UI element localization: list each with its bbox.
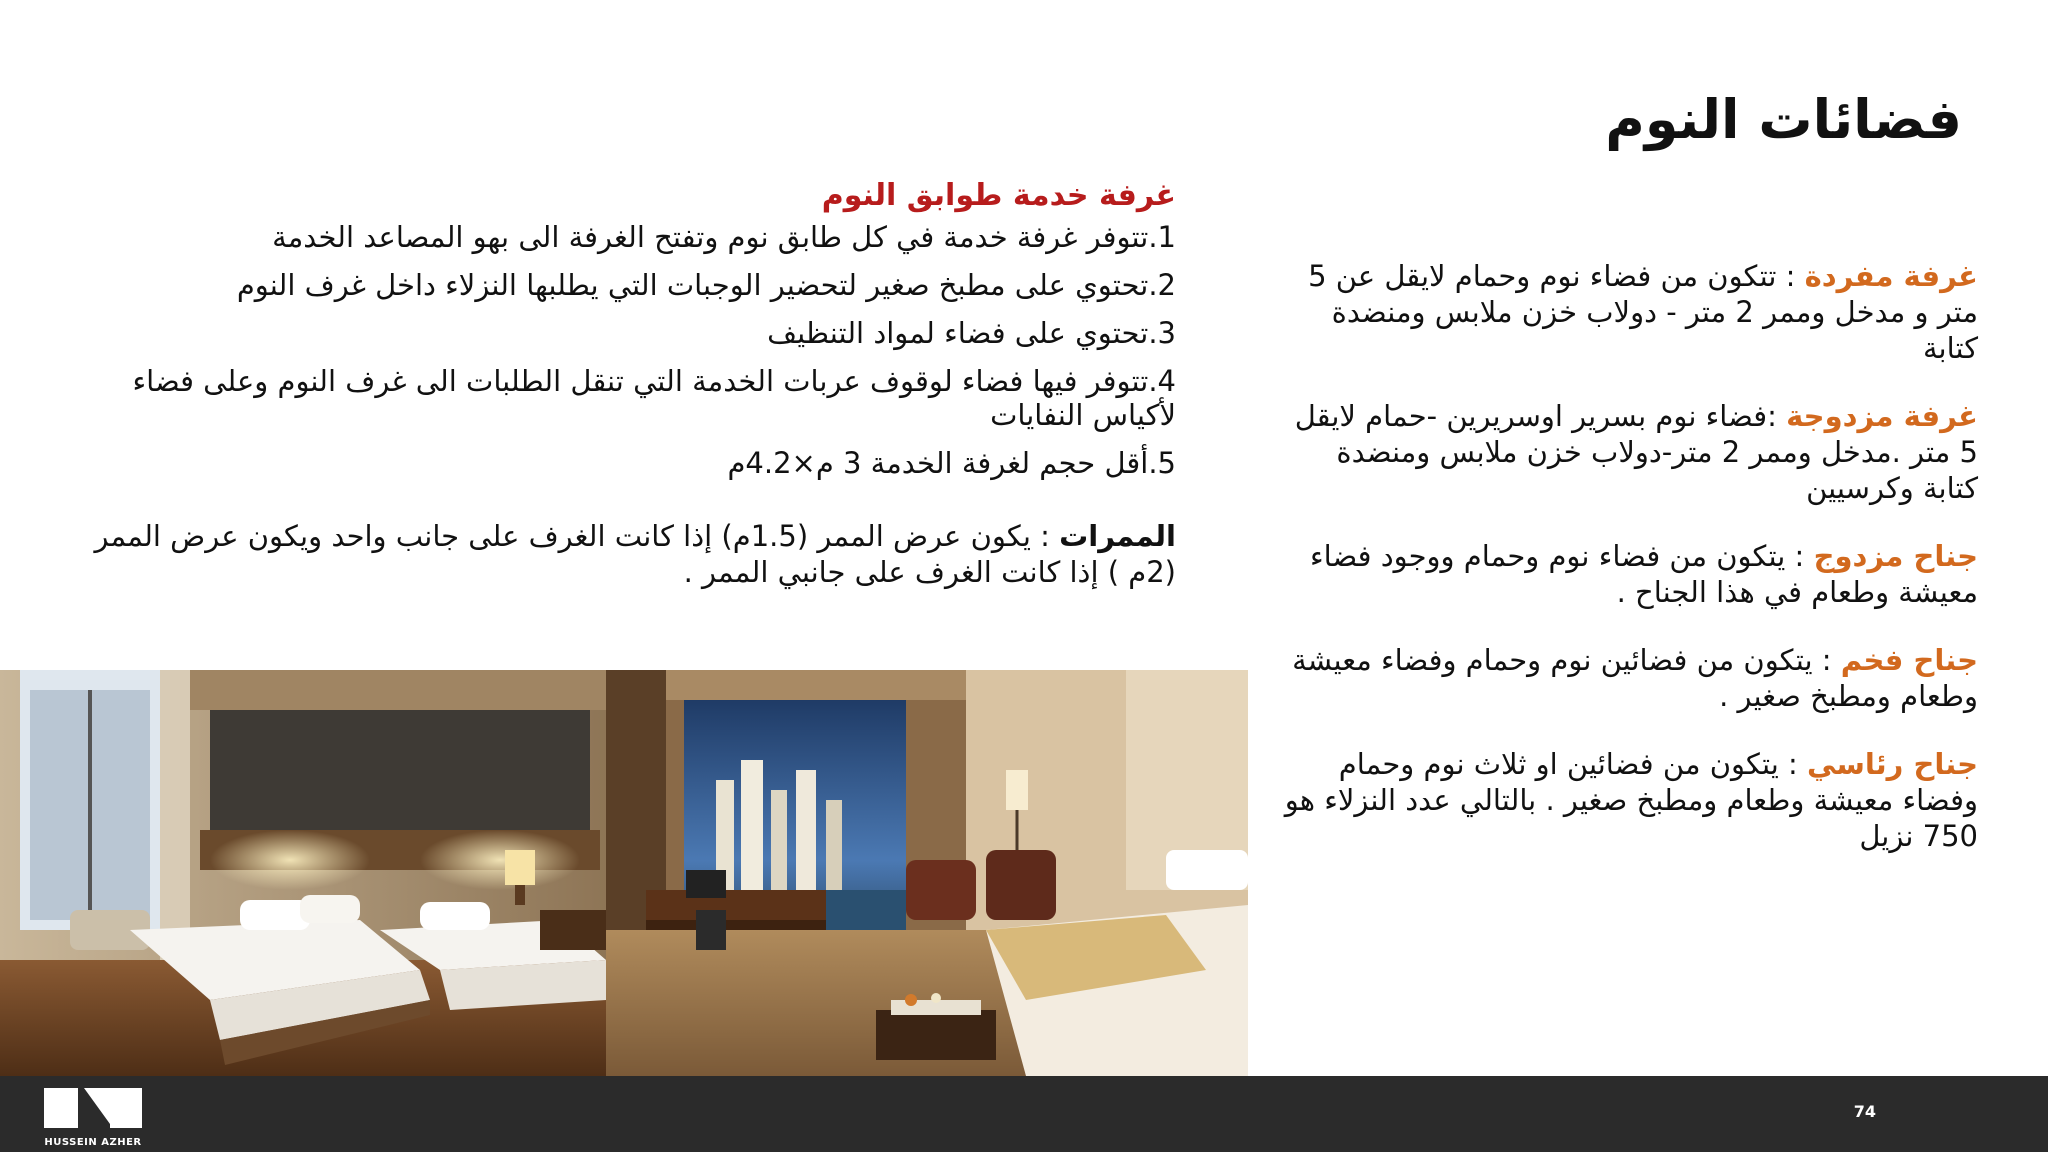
- slide-title: فضائات النوم: [1605, 88, 1962, 151]
- room-type-text: : يتكون من فضائين او ثلاث نوم وحمام وفضاء معيشة وطعام ومطبخ صغير . بالتالي عدد النزلاء هو 750 نزيل: [1284, 747, 1978, 853]
- hotel-room-photos: [0, 670, 1248, 1076]
- room-type-label: جناح مزدوج: [1813, 539, 1978, 573]
- room-type-double-suite: [1278, 538, 1978, 610]
- room-type-double: [1278, 398, 1978, 506]
- room-type-single: [1278, 258, 1978, 366]
- room-type-label: جناح فخم: [1840, 643, 1978, 677]
- brand-logo: [38, 1084, 148, 1148]
- service-room-section: [76, 176, 1176, 590]
- room-type-luxury-suite: [1278, 642, 1978, 714]
- room-type-text: : تتكون من فضاء نوم وحمام لايقل عن 5 متر و مدخل وممر 2 متر - دولاب خزن ملابس ومنضدة كتابة: [1308, 259, 1978, 365]
- corridors-paragraph: [76, 518, 1176, 590]
- twin-bedroom-photo: [0, 670, 606, 1076]
- service-room-item-5: 5.أقل حجم لغرفة الخدمة 3 م×4.2م: [727, 446, 1176, 480]
- page-number: 74: [1853, 1102, 1876, 1121]
- corridors-label: الممرات: [1059, 519, 1176, 553]
- room-type-text: : يتكون من فضاء نوم وحمام ووجود فضاء معيشة وطعام في هذا الجناح .: [1310, 539, 1978, 609]
- room-type-label: غرفة مزدوجة: [1786, 399, 1978, 433]
- service-room-item-1: 1.تتوفر غرفة خدمة في كل طابق نوم وتفتح الغرفة الى بهو المصاعد الخدمة: [272, 220, 1176, 254]
- service-room-item-3: 3.تحتوي على فضاء لمواد التنظيف: [767, 316, 1176, 350]
- room-type-text: : يتكون من فضائين نوم وحمام وفضاء معيشة وطعام ومطبخ صغير .: [1292, 643, 1978, 713]
- corridors-text: : يكون عرض الممر (1.5م) إذا كانت الغرف على جانب واحد ويكون عرض الممر (2م ) إذا كانت الغرف على جانبي الممر .: [94, 519, 1176, 589]
- room-type-label: غرفة مفردة: [1804, 259, 1978, 293]
- city-view-suite-photo: [606, 670, 1248, 1076]
- brand-logo-icon: [38, 1084, 148, 1132]
- brand-name: HUSSEIN AZHER: [44, 1137, 142, 1148]
- room-type-text: :فضاء نوم بسرير اوسريرين -حمام لايقل 5 متر .مدخل وممر 2 متر-دولاب خزن ملابس ومنضدة كتابة وكرسيين: [1294, 399, 1978, 505]
- service-room-item-2: 2.تحتوي على مطبخ صغير لتحضير الوجبات التي يطلبها النزلاء داخل غرف النوم: [236, 268, 1176, 302]
- service-room-heading: غرفة خدمة طوابق النوم: [821, 178, 1176, 213]
- room-types-list: [1278, 258, 1978, 886]
- room-type-presidential-suite: [1278, 746, 1978, 854]
- service-room-item-4: 4.تتوفر فيها فضاء لوقوف عربات الخدمة التي تنقل الطلبات الى غرف النوم وعلى فضاء لأكياس النفايات: [132, 364, 1176, 432]
- footer-bar: [0, 1076, 2048, 1152]
- room-type-label: جناح رئاسي: [1807, 747, 1978, 781]
